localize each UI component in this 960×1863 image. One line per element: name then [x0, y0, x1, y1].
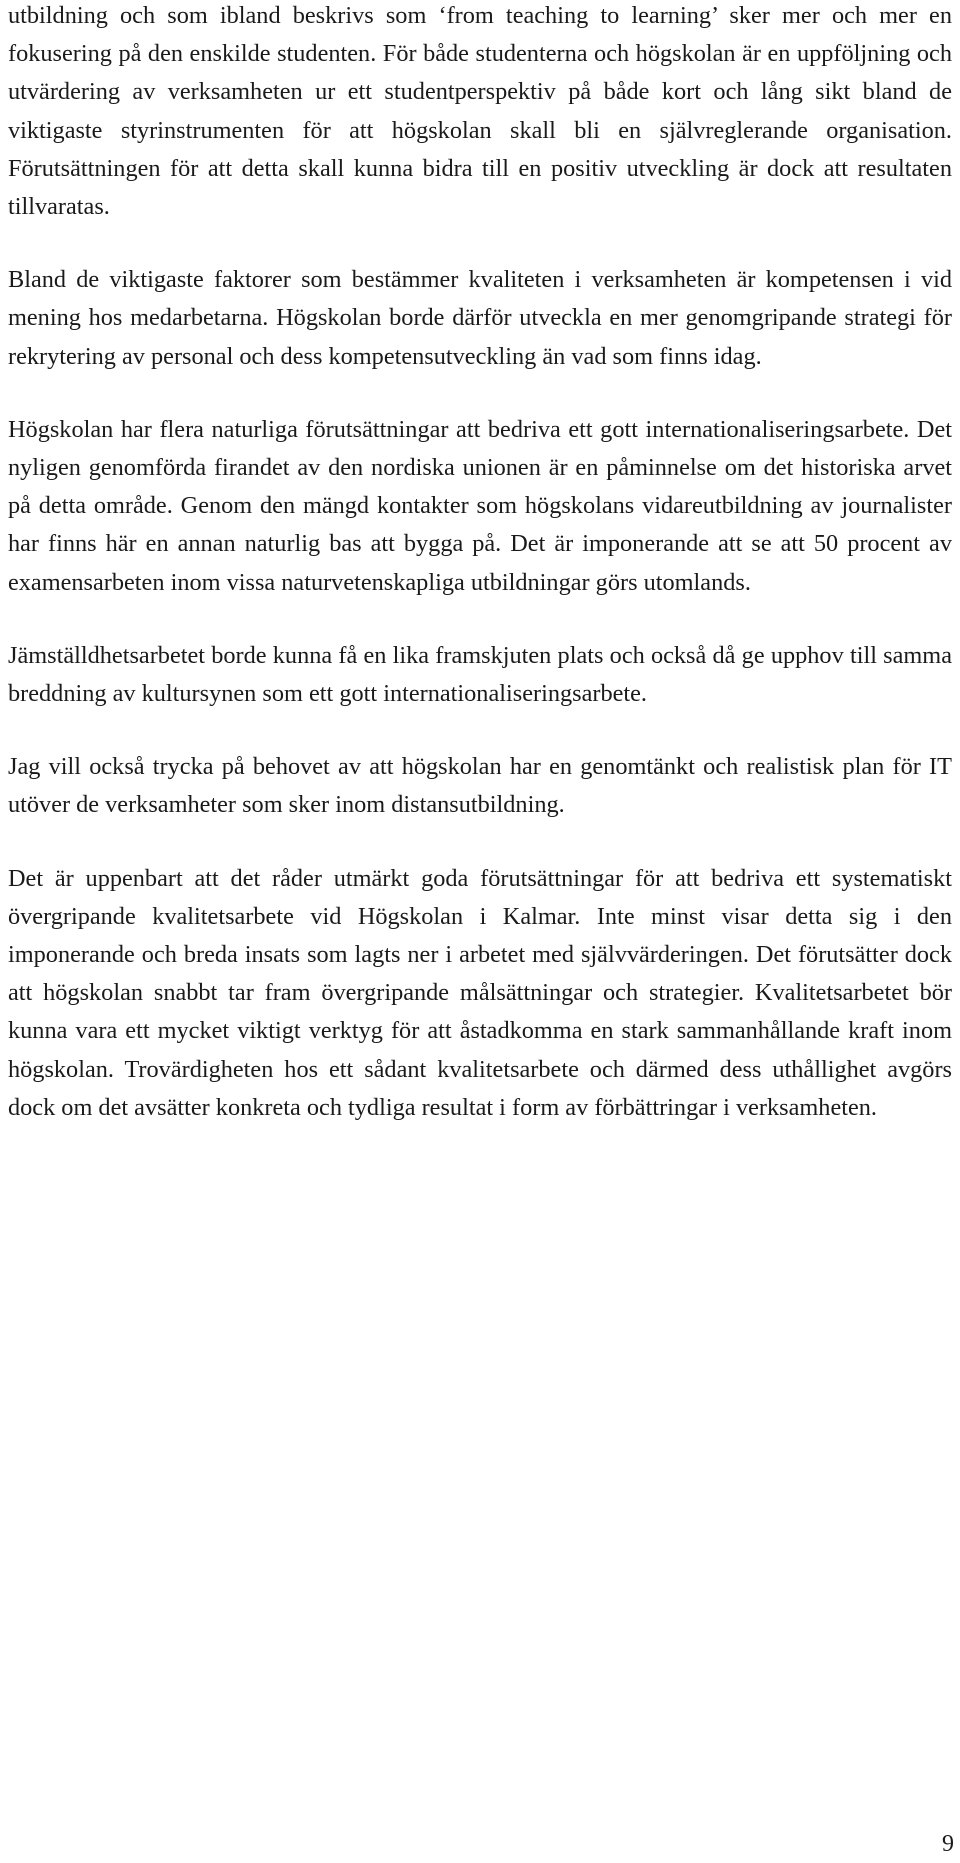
page-number: 9: [942, 1831, 954, 1857]
paragraph-competence: Bland de viktigaste faktorer som bestämmer kvaliteten i verksamheten är kompetensen i vid mening hos medarbetarna. Högskolan borde därför utveckla en mer genomgripande strategi för rekrytering av personal och dess kompetensutveckling än vad som finns idag.: [8, 266, 952, 370]
document-body: [8, 0, 952, 1162]
paragraph-equality: Jämställdhetsarbetet borde kunna få en lika framskjuten plats och också då ge upphov till samma breddning av kultursynen som ett gott internationaliseringsarbete.: [8, 641, 952, 708]
paragraph-student-focus: utbildning och som ibland beskrivs som ‘from teaching to learning’ sker mer och mer en fokusering på den enskilde studenten. För både studenterna och högskolan är en uppföljning och utvärdering av verksamheten ur ett studentperspektiv på både kort och lång sikt bland de viktigaste styrinstrumenten för att högskolan skall bli en självreglerande organisation. Förutsättningen för att detta skall kunna bidra till en positiv utveckling är dock att resultaten tillvaratas.: [8, 2, 952, 221]
paragraph-it-plan: Jag vill också trycka på behovet av att högskolan har en genomtänkt och realistisk plan för IT utöver de verksamheter som sker inom distansutbildning.: [8, 753, 952, 819]
paragraph-quality-work: Det är uppenbart att det råder utmärkt goda förutsättningar för att bedriva ett systematiskt övergripande kvalitetsarbete vid Högskolan i Kalmar. Inte minst visar detta sig i den imponerande och breda insats som lagts ner i arbetet med självvärderingen. Det förutsätter dock att högskolan snabbt tar fram övergripande målsättningar och strategier. Kvalitetsarbetet bör kunna vara ett mycket viktigt verktyg för att åstadkomma en stark sammanhållande kraft inom högskolan. Trovärdigheten hos ett sådant kvalitetsarbete och därmed dess uthållighet avgörs dock om det avsätter konkreta och tydliga resultat i form av förbättringar i verksamheten.: [8, 864, 952, 1121]
paragraph-internationalisation: Högskolan har flera naturliga förutsättningar att bedriva ett gott internationaliseringsarbete. Det nyligen genomförda firandet av den nordiska unionen är en påminnelse om det historiska arvet på detta område. Genom den mängd kontakter som högskolans vidareutbildning av journalister har finns här en annan naturlig bas att bygga på. Det är imponerande att se att 50 procent av examensarbeten inom vissa naturvetenskapliga utbildningar görs utomlands.: [8, 415, 952, 596]
